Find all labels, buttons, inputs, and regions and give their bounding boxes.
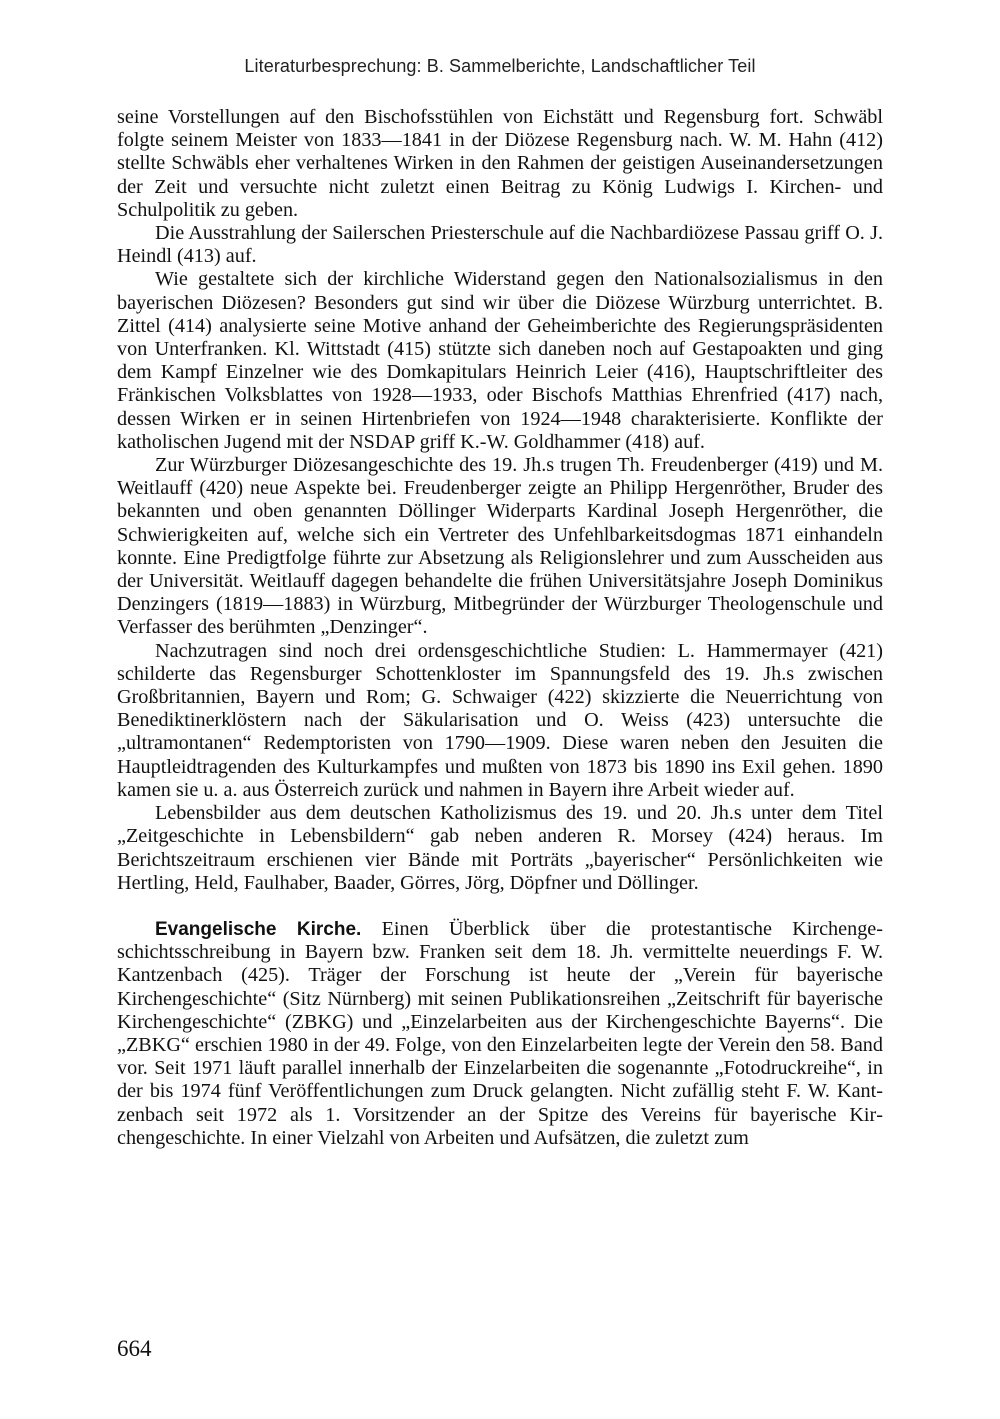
- paragraph-3: Wie gestaltete sich der kirchliche Widerstand gegen den Nationalsozialismus in den bayerischen Diözesen? Besonders gut sind wir über die Diözese Würzburg unterrichtet. B. Zittel (414) analysierte seine Motive anhand der Geheimberichte des Regierungspräsidenten von Unterfranken. Kl. Wittstadt (415) stützte sich daneben noch auf Gestapoakten und ging dem Kampf Einzelner wie des Domkapitulars Heinrich Leier (416), Hauptschriftleiter des Fränkischen Volksblattes von 1928—1933, oder Bischofs Matthias Ehrenfried (417) nach, dessen Wirken er in seinen Hirtenbriefen von 1924—1948 charakterisierte. Konflikte der katholischen Jugend mit der NSDAP griff K.-W. Goldhammer (418) auf.: [117, 268, 883, 453]
- paragraph-2: Die Ausstrahlung der Sailerschen Priesterschule auf die Nachbardiözese Passau griff O. J. Heindl (413) auf.: [117, 222, 883, 268]
- running-head: Literaturbesprechung: B. Sammelberichte, Landschaftlicher Teil: [244, 56, 756, 76]
- paragraph-5: Nachzutragen sind noch drei ordensgeschichtliche Studien: L. Hammermayer (421) schilderte das Regensburger Schottenkloster im Spannungsfeld des 19. Jh.s zwischen Großbritannien, Bayern und Rom; G. Schwaiger (422) skizzierte die Neuerrichtung von Benediktinerklöstern nach der Säkularisation und O. Weiss (423) untersuchte die „ultramontanen“ Redemptoristen von 1790—1909. Diese waren neben den Jesuiten die Hauptleidtragenden des Kulturkampfes und mußten von 1873 bis 1890 ins Exil gehen. 1890 kamen sie u. a. aus Österreich zurück und nahmen in Bayern ihre Arbeit wieder auf.: [117, 639, 883, 801]
- paragraph-6: Lebensbilder aus dem deutschen Katholizismus des 19. und 20. Jh.s unter dem Titel „Zeitgeschichte in Lebensbildern“ gab neben anderen R. Morsey (424) heraus. Im Berichtszeitraum erschienen vier Bände mit Porträts „bayerischer“ Persönlichkeiten wie Hertling, Held, Faulhaber, Baader, Görres, Jörg, Döpfner und Döllinger.: [117, 802, 883, 894]
- section-paragraph: [117, 918, 883, 1150]
- paragraph-1: seine Vorstellungen auf den Bischofsstühlen von Eichstätt und Regensburg fort. Schwäbl folgte seinem Meister von 1833—1841 in der Diözese Regensburg nach. W. M. Hahn (412) stellte Schwäbls eher verhaltenes Wirken in den Rahmen der geistigen Auseinandersetzungen der Zeit und versuchte nicht zuletzt einen Beitrag zu König Ludwigs I. Kirchen- und Schulpolitik zu geben.: [117, 106, 883, 221]
- paragraph-4: Zur Würzburger Diözesangeschichte des 19. Jh.s trugen Th. Freudenberger (419) und M. Weitlauff (420) neue Aspekte bei. Freudenberger zeigte an Philipp Hergenröther, Bruder des bekannten und oben genannten Döllinger Widerparts Kardinal Joseph Hergenröther, die Schwierigkeiten auf, welche sich ein Vertreter des Unfehlbarkeitsdogmas 1871 einhandeln konnte. Eine Predigtfolge führte zur Absetzung als Religionslehrer und zum Ausscheiden aus der Universität. Weitlauff dagegen behandelte die frühen Universitätsjahre Joseph Dominikus Denzingers (1819—1883) in Würzburg, Mitbegründer der Würzburger Theologenschule und Verfasser des berühmten „Denzinger“.: [117, 454, 883, 639]
- section-heading: Evangelische Kirche.: [155, 918, 362, 940]
- section-text: Einen Überblick über die protestantische Kirchengeschichtsschreibung in Bayern bzw. Franken seit dem 18. Jh. vermittelte neuerdings F. W. Kantzenbach (425). Träger der Forschung ist heute der „Verein für bayerische Kirchengeschichte“ (Sitz Nürnberg) mit seinen Publikationsreihen „Zeitschrift für bayerische Kirchengeschichte“ (ZBKG) und „Einzelarbeiten aus der Kirchengeschichte Bayerns“. Die „ZBKG“ erschien 1980 in der 49. Folge, von den Einzelarbeiten legte der Verein den 58. Band vor. Seit 1971 läuft parallel innerhalb der Einzelarbeiten die sogenannte „Fotodruckreihe“, in der bis 1974 fünf Veröffentlichungen zum Druck gelangten. Nicht zufällig steht F. W. Kantzenbach seit 1972 als 1. Vorsitzender an der Spitze des Vereins für bayerische Kirchengeschichte. In einer Vielzahl von Arbeiten und Aufsätzen, die zuletzt zum: [117, 917, 883, 1149]
- body-text: [117, 106, 883, 1150]
- page-number: 664: [117, 1336, 152, 1361]
- section-spacer: [117, 895, 883, 918]
